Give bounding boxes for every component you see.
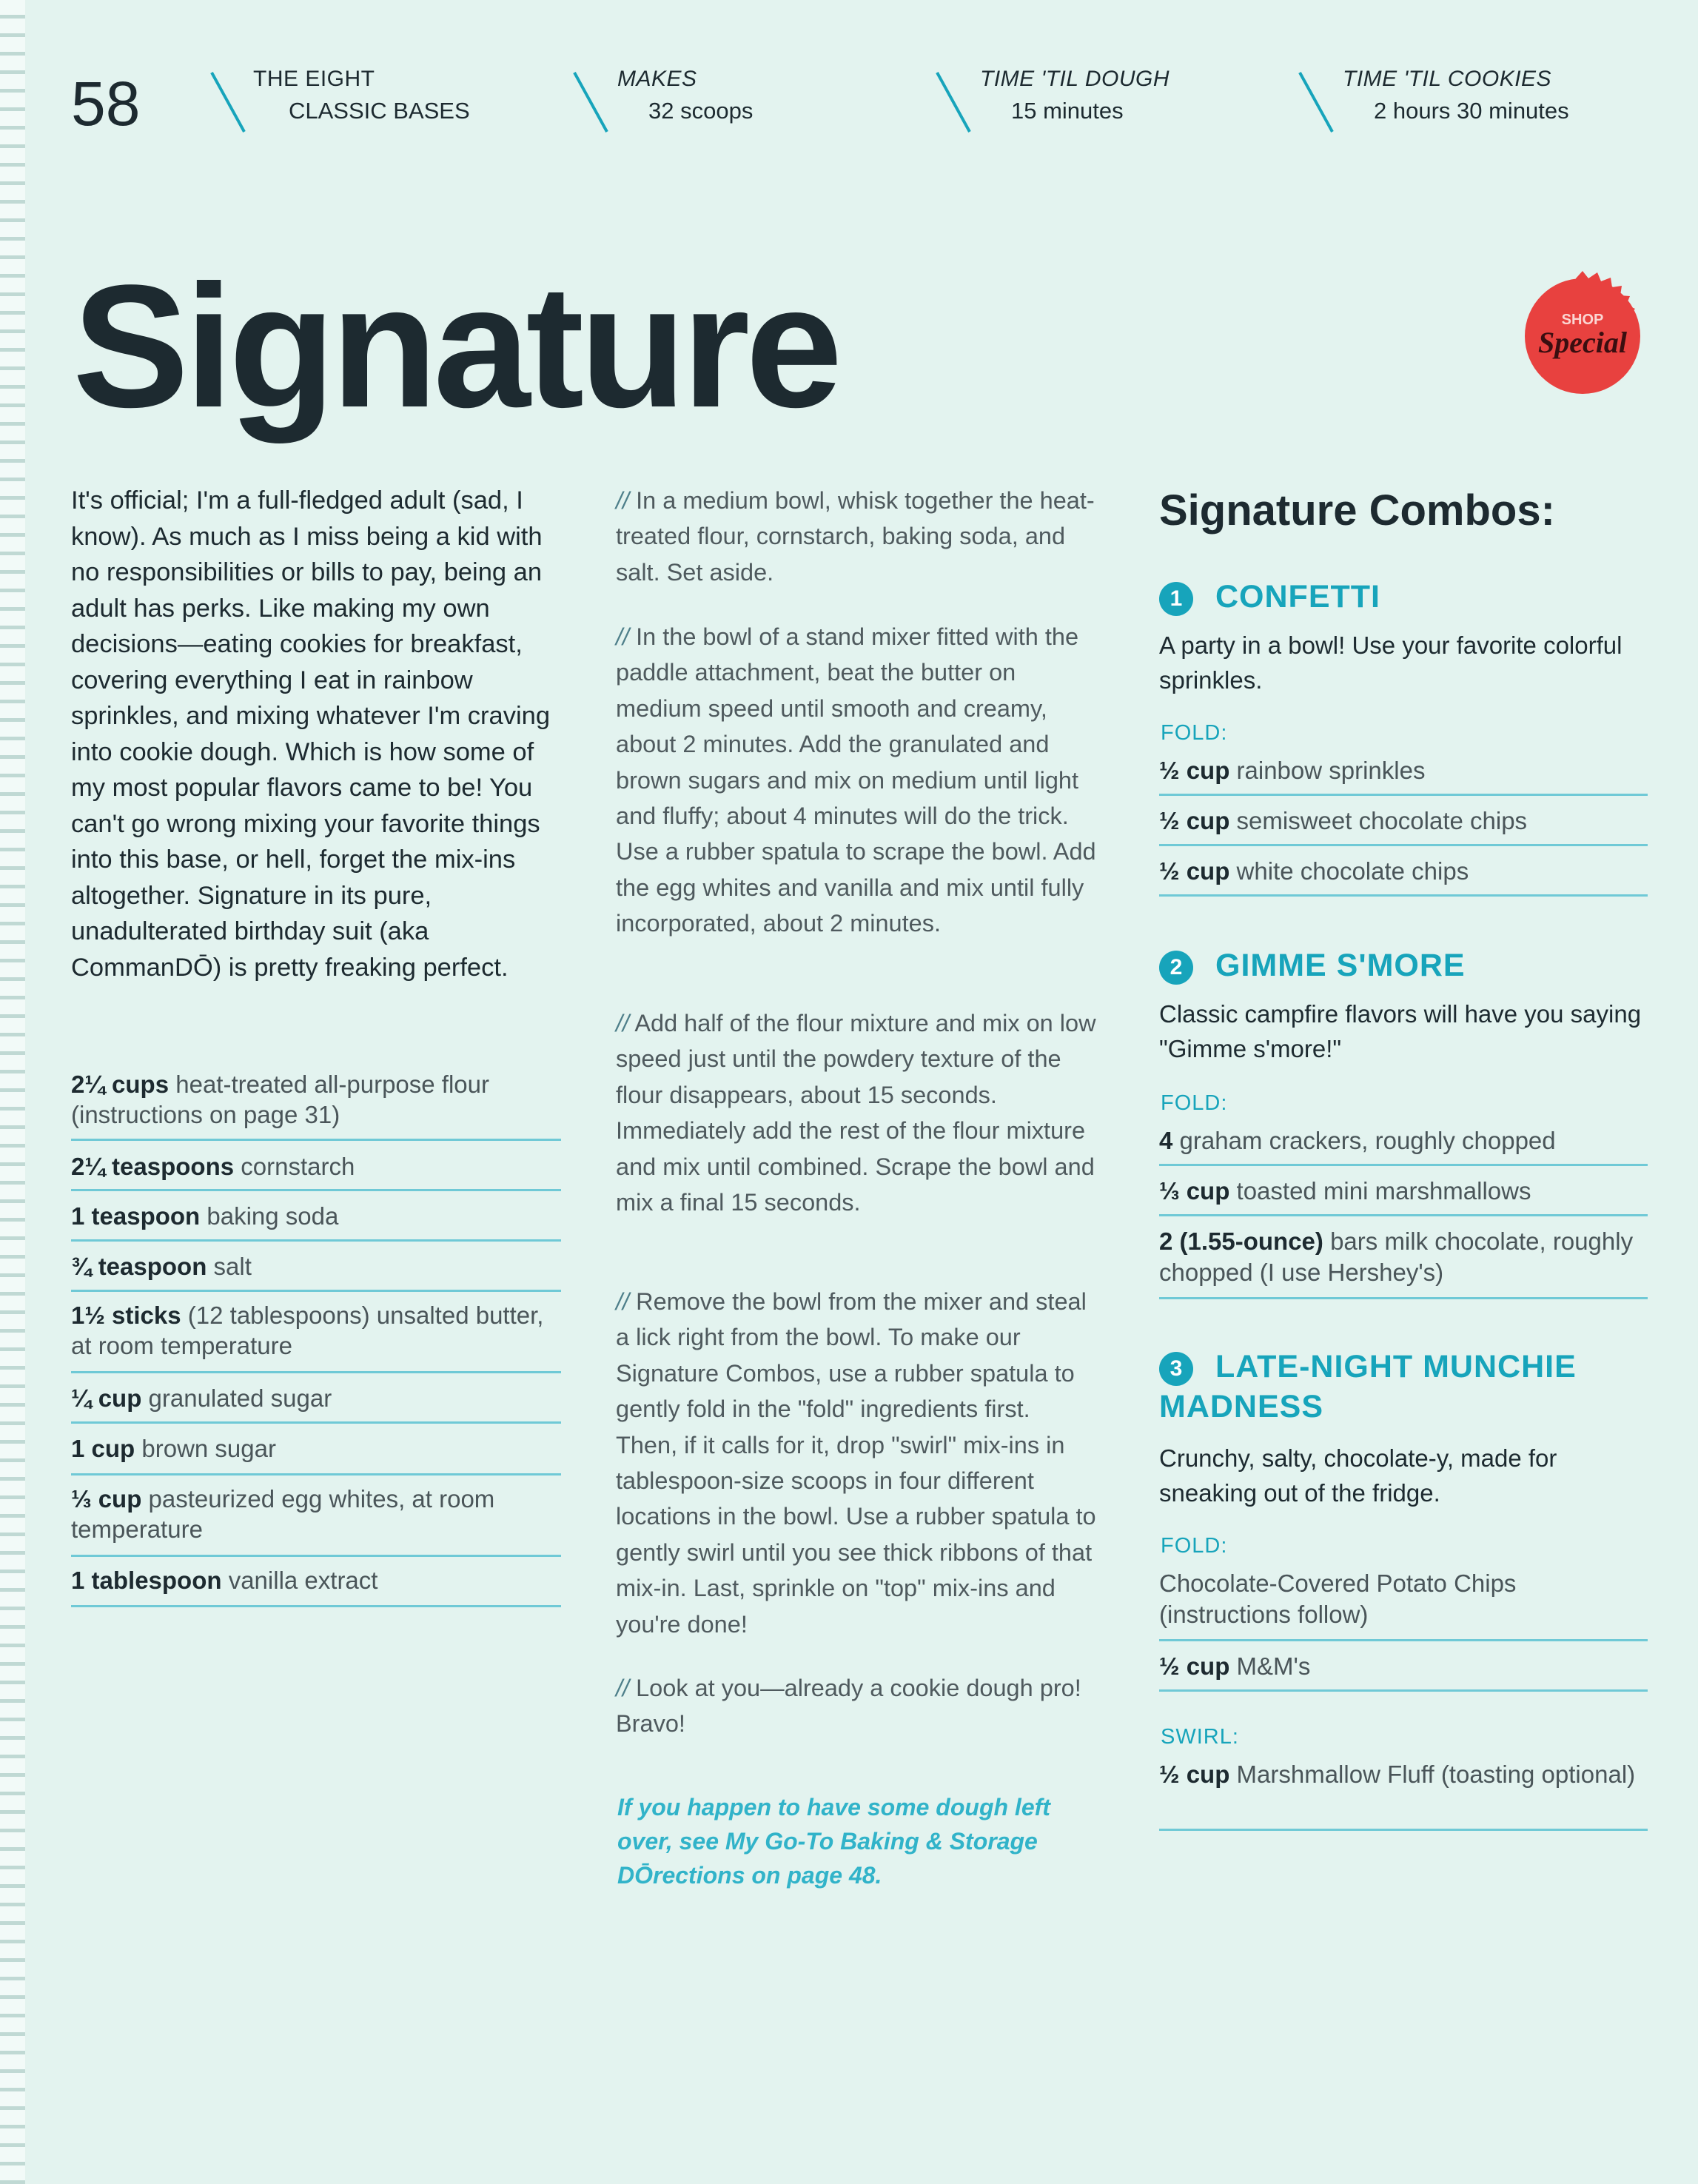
combo-divider (1159, 794, 1648, 796)
combo-ingredient: 4 graham crackers, roughly chopped (1159, 1127, 1556, 1154)
ingredient-divider (71, 1290, 561, 1292)
page-number: 58 (71, 69, 141, 138)
method-step: // Remove the bowl from the mixer and steal a lick right from the bowl. To make our Signature Combos, use a rubber spatula to gently fold in the "fold" ingredients first. Then, if it calls for it, drop "swirl" mix-ins in tablespoon-size scoops in four different locations in the bowl. Use a rubber spatula to gently swirl until you see thick ribbons of that mix-in. Last, sprinkle on "top" mix-ins and you're done! (616, 1288, 1096, 1638)
ingredient-item: ¼ cup granulated sugar (71, 1384, 332, 1412)
fold-label: FOLD: (1161, 721, 1228, 745)
combo-name-line1: LATE-NIGHT MUNCHIE (1215, 1349, 1577, 1384)
ingredient-divider (71, 1239, 561, 1242)
swirl-label: SWIRL: (1161, 1725, 1239, 1749)
combo-number-badge: 2 (1159, 951, 1193, 985)
combo-name: CONFETTI (1215, 579, 1380, 614)
combo-ingredient: ½ cup semisweet chocolate chips (1159, 807, 1528, 834)
fold-label: FOLD: (1161, 1534, 1228, 1558)
ingredient-item: ¾ teaspoon salt (71, 1253, 252, 1280)
combo-divider (1159, 1164, 1648, 1166)
makes-label: MAKES (617, 67, 697, 91)
combo-name: GIMME S'MORE (1215, 948, 1466, 983)
spiral-binding-edge (0, 0, 25, 2184)
combo-ingredient: ⅓ cup toasted mini marshmallows (1159, 1177, 1531, 1205)
cookie-time-value: 2 hours 30 minutes (1374, 98, 1569, 124)
combo-divider (1159, 1214, 1648, 1216)
combo-ingredient: ½ cup white chocolate chips (1159, 857, 1469, 885)
ingredient-item: 2¼ teaspoons cornstarch (71, 1153, 355, 1180)
slash-divider-icon (1297, 70, 1341, 136)
page-title: Signature (73, 249, 839, 444)
ingredient-item: ⅓ cup pasteurized egg whites, at room temperature (71, 1485, 495, 1543)
method-step: // Look at you—already a cookie dough pro! Bravo! (616, 1675, 1081, 1738)
section-label-line1: THE EIGHT (253, 67, 375, 91)
slash-divider-icon (571, 70, 616, 136)
combo-description: Crunchy, salty, chocolate-y, made for sneaking out of the fridge. (1159, 1444, 1557, 1507)
combo-ingredient: 2 (1.55-ounce) bars milk chocolate, roughly chopped (I use Hershey's) (1159, 1227, 1634, 1286)
combo-divider (1159, 1639, 1648, 1641)
cookie-time-label: TIME 'TIL COOKIES (1343, 67, 1552, 91)
combo-divider (1159, 1689, 1648, 1692)
combo-description: Classic campfire flavors will have you saying "Gimme s'more!" (1159, 1000, 1642, 1062)
combo-ingredient: ½ cup rainbow sprinkles (1159, 757, 1426, 784)
ingredient-item: 1 teaspoon baking soda (71, 1202, 339, 1230)
combo-description: A party in a bowl! Use your favorite colorful sprinkles. (1159, 632, 1623, 694)
intro-paragraph: It's official; I'm a full-fledged adult (sad, I know). As much as I miss being a kid with no responsibilities or bills to pay, being an adult has perks. Like making my own decisions—eating cookies for breakfast, covering everything I eat in rainbow sprinkles, and mixing whatever I'm craving into cookie dough. Which is how some of my most popular flavors came to be! You can't go wrong mixing your favorite things into this base, or hell, forget the mix-ins altogether. Signature in its pure, unadulterated birthday suit (aka CommanDŌ) is pretty freaking perfect. (71, 486, 551, 982)
slash-divider-icon (209, 70, 253, 136)
dough-time-value: 15 minutes (1011, 98, 1124, 124)
ingredient-item: 1 tablespoon vanilla extract (71, 1567, 378, 1594)
combo-divider (1159, 894, 1648, 897)
combo-name-line2: MADNESS (1159, 1389, 1324, 1424)
leftover-dough-note: If you happen to have some dough left over, see My Go-To Baking & Storage DŌrections on page 48. (617, 1794, 1050, 1889)
combo-number-badge: 3 (1159, 1352, 1193, 1386)
ingredient-item: 1 cup brown sugar (71, 1435, 276, 1462)
combo-divider (1159, 1829, 1648, 1831)
ingredient-item: 2¼ cups heat-treated all-purpose flour (instructions on page 31) (71, 1071, 489, 1128)
combo-number-badge: 1 (1159, 582, 1193, 616)
method-step: // Add half of the flour mixture and mix on low speed just until the powdery texture of the flour disappears, about 15 seconds. Immediately add the rest of the flour mixture and mix until combined. Scrape the bowl and mix a final 15 seconds. (616, 1010, 1096, 1216)
badge-script-text: Special (1538, 326, 1627, 359)
slash-divider-icon (934, 70, 979, 136)
method-step: // In a medium bowl, whisk together the heat-treated flour, cornstarch, baking soda, and salt. Set aside. (616, 487, 1095, 586)
ingredient-divider (71, 1421, 561, 1424)
combo-ingredient: Chocolate-Covered Potato Chips (instructions follow) (1159, 1570, 1517, 1628)
combo-divider (1159, 1297, 1648, 1299)
ingredient-divider (71, 1371, 561, 1373)
ingredient-item: 1½ sticks (12 tablespoons) unsalted butter, at room temperature (71, 1302, 544, 1359)
ingredient-divider (71, 1473, 561, 1475)
ingredient-divider (71, 1189, 561, 1191)
shop-special-badge (1516, 269, 1649, 403)
dough-time-label: TIME 'TIL DOUGH (980, 67, 1170, 91)
combo-ingredient: ½ cup Marshmallow Fluff (toasting optional) (1159, 1761, 1636, 1788)
combo-divider (1159, 844, 1648, 846)
combos-heading: Signature Combos: (1159, 486, 1555, 535)
ingredient-divider (71, 1605, 561, 1607)
fold-label: FOLD: (1161, 1091, 1228, 1115)
makes-value: 32 scoops (648, 98, 754, 124)
ingredient-divider (71, 1555, 561, 1557)
badge-top-text: SHOP (1561, 312, 1604, 328)
method-step: // In the bowl of a stand mixer fitted with the paddle attachment, beat the butter on medium speed until smooth and creamy, about 2 minutes. Add the granulated and brown sugars and mix on medium until light and fluffy; about 4 minutes will do the trick. Use a rubber spatula to scrape the bowl. Add the egg whites and vanilla and mix until fully incorporated, about 2 minutes. (616, 623, 1096, 937)
ingredient-divider (71, 1139, 561, 1141)
combo-ingredient: ½ cup M&M's (1159, 1652, 1311, 1680)
section-label-line2: CLASSIC BASES (289, 98, 470, 124)
